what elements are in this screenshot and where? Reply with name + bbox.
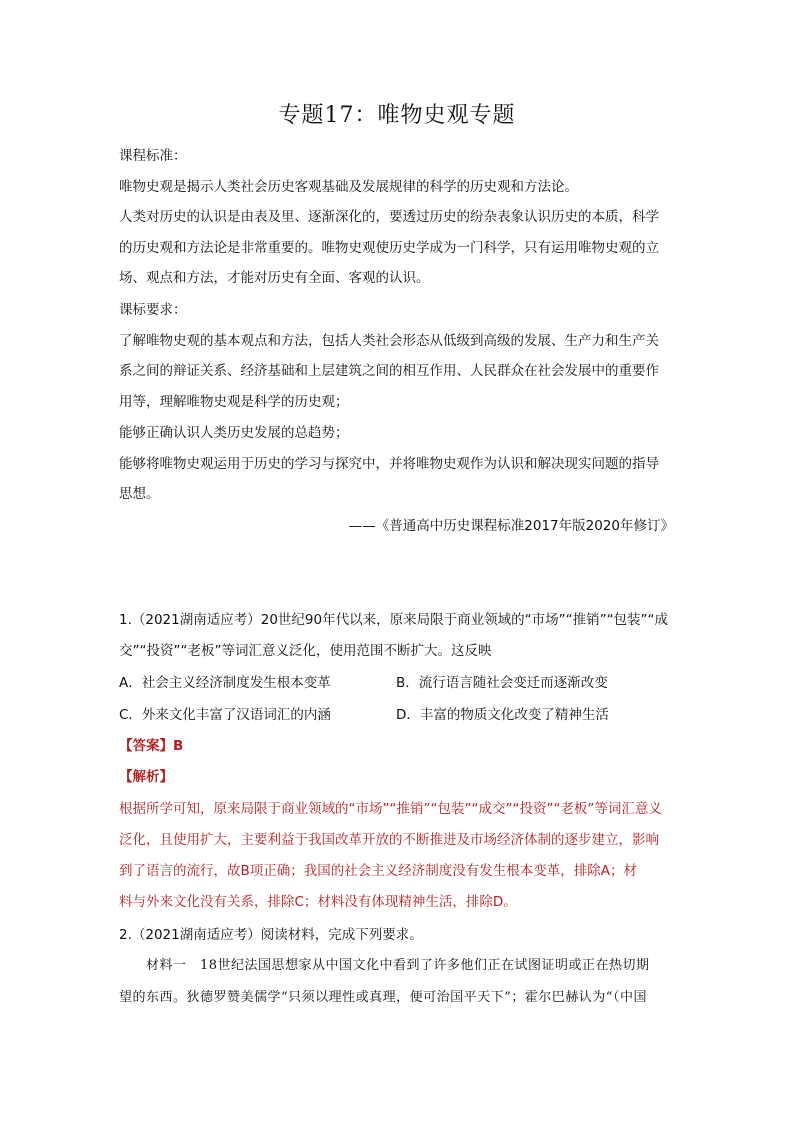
requirement-line: 了解唯物史观的基本观点和方法，包括人类社会形态从低级到高级的发展、生产力和生产关 [119, 333, 659, 349]
requirement-line: 能够正确认识人类历史发展的总趋势； [119, 425, 349, 441]
standard-line: 场、观点和方法，才能对历史有全面、客观的认识。 [119, 270, 430, 286]
answer-label: 【答案】 [119, 738, 173, 754]
page-title: 专题17：唯物史观专题 [278, 103, 516, 128]
option-a: A．社会主义经济制度发生根本变革 [119, 675, 331, 691]
option-c: C．外来文化丰富了汉语词汇的内涵 [119, 707, 331, 723]
option-b: B．流行语言随社会变迁而逐渐改变 [396, 675, 608, 691]
answer [119, 736, 679, 756]
standard-heading: 课程标准： [119, 148, 187, 164]
requirement-line: 系之间的辩证关系、经济基础和上层建筑之间的相互作用、人民群众在社会发展中的重要作 [119, 363, 659, 379]
standard-line: 唯物史观是揭示人类社会历史客观基础及发展规律的科学的历史观和方法论。 [119, 179, 578, 195]
material-line: 材料一 18世纪法国思想家从中国文化中看到了许多他们正在试图证明或正在热切期 [146, 958, 650, 973]
requirement-line: 思想。 [119, 486, 160, 502]
requirement-line: 能够将唯物史观运用于历史的学习与探究中，并将唯物史观作为认识和解决现实问题的指导 [119, 456, 659, 472]
analysis-line: 料与外来文化没有关系，排除C；材料没有体现精神生活，排除D。 [119, 894, 517, 910]
analysis-line: 到了语言的流行，故B项正确；我国的社会主义经济制度没有发生根本变革，排除A；材 [119, 863, 637, 879]
material-line: 望的东西。狄德罗赞美儒学“只须以理性或真理，便可治国平天下”；霍尔巴赫认为“（中国 [119, 990, 647, 1005]
answer-value: B [173, 738, 184, 754]
analysis-line: 根据所学可知，原来局限于商业领域的“市场”“推销”“包装”“成交”“投资”“老板”等词汇意义 [119, 801, 662, 817]
question-1-stem: 1.（2021湖南适应考）20世纪90年代以来，原来局限于商业领域的“市场”“推销”“包装”“成 [119, 612, 669, 628]
option-d: D．丰富的物质文化改变了精神生活 [396, 707, 609, 723]
analysis-label: 【解析】 [119, 769, 173, 785]
analysis-line: 泛化，且使用扩大，主要利益于我国改革开放的不断推进及市场经济体制的逐步建立，影响 [119, 832, 659, 848]
question-2-stem: 2.（2021湖南适应考）阅读材料，完成下列要求。 [119, 927, 423, 943]
standard-line: 人类对历史的认识是由表及里、逐渐深化的，要透过历史的纷杂表象认识历史的本质，科学 [119, 209, 659, 225]
standard-line: 的历史观和方法论是非常重要的。唯物史观使历史学成为一门科学，只有运用唯物史观的立 [119, 240, 659, 256]
source-citation: ——《普通高中历史课程标准2017年版2020年修订》 [348, 518, 674, 534]
requirement-line: 用等，理解唯物史观是科学的历史观； [119, 394, 349, 410]
requirement-heading: 课标要求： [119, 302, 187, 318]
question-1-stem: 交”“投资”“老板”等词汇意义泛化，使用范围不断扩大。这反映 [119, 643, 492, 659]
